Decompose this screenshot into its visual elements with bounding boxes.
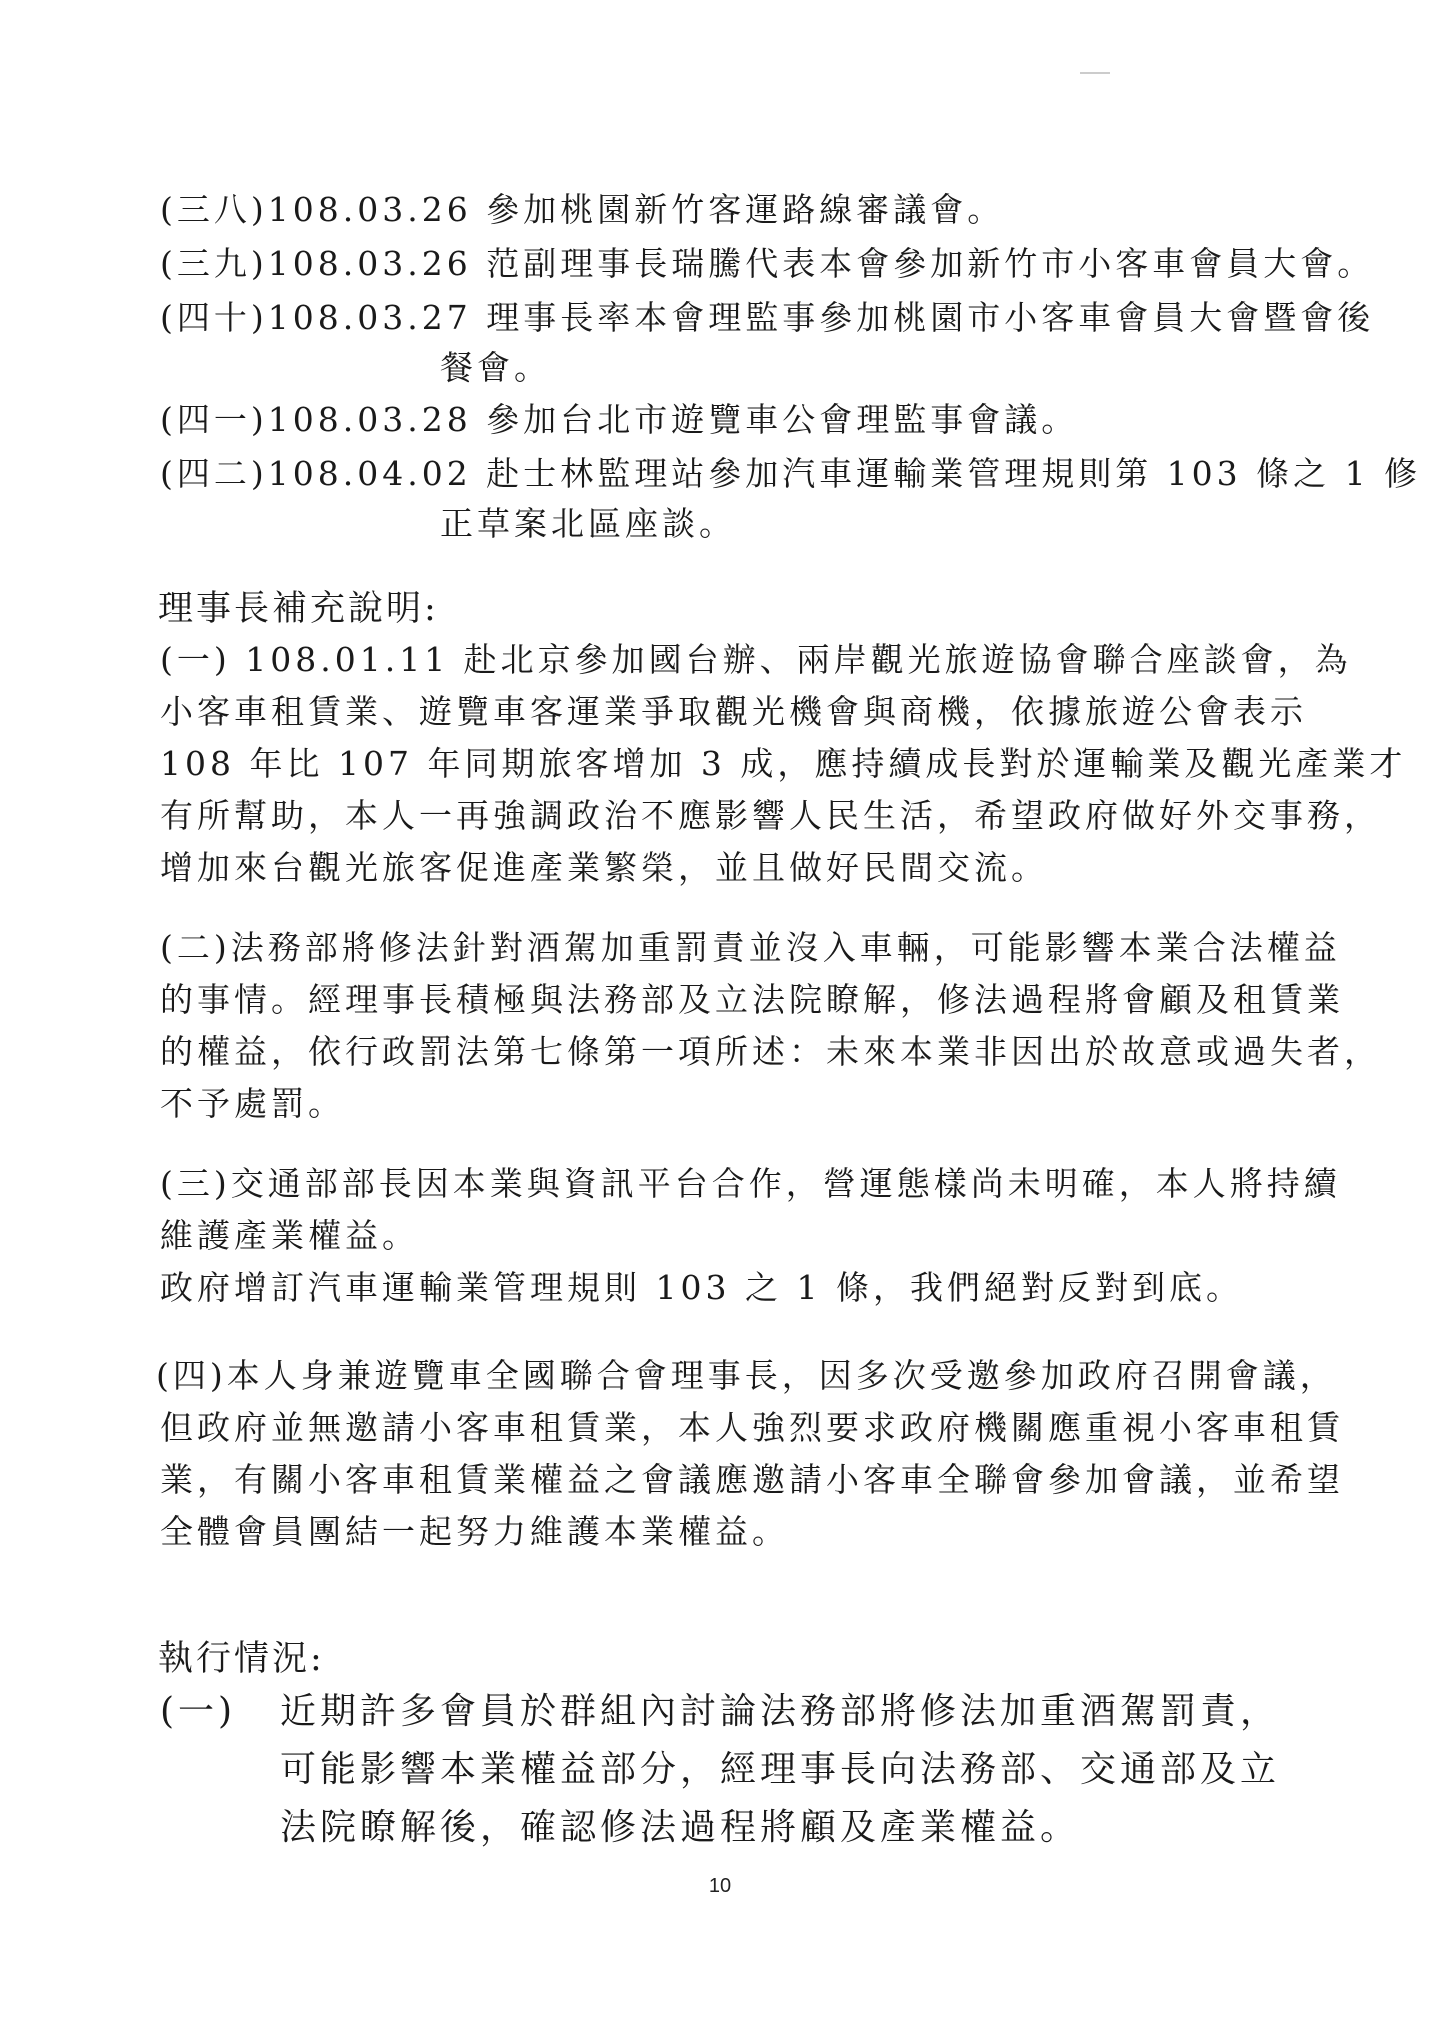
supplement-item-4-line-3: 業，有關小客車租賃業權益之會議應邀請小客車全聯會參加會議，並希望 — [160, 1460, 1344, 1499]
meeting-entry-40-cont: 餐會。 — [440, 348, 551, 387]
supplement-item-3-line-1: (三)交通部部長因本業與資訊平台合作，營運態樣尚未明確，本人將持續 — [160, 1164, 1341, 1203]
meeting-entry-38: (三八)108.03.26 參加桃園新竹客運路線審議會。 — [160, 190, 1005, 229]
supplement-item-1-line-3: 108 年比 107 年同期旅客增加 3 成，應持續成長對於運輸業及觀光產業才 — [160, 744, 1407, 783]
execution-item-1-label: (一) — [160, 1691, 237, 1732]
execution-heading: 執行情況: — [158, 1639, 325, 1679]
supplement-item-1-line-5: 增加來台觀光旅客促進產業繁榮，並且做好民間交流。 — [160, 848, 1048, 887]
execution-item-1-line-2: 可能影響本業權益部分，經理事長向法務部、交通部及立 — [280, 1749, 1281, 1790]
supplement-item-2-line-2: 的事情。經理事長積極與法務部及立法院瞭解，修法過程將會顧及租賃業 — [160, 980, 1344, 1019]
supplement-item-4-line-2: 但政府並無邀請小客車租賃業，本人強烈要求政府機關應重視小客車租賃 — [160, 1408, 1344, 1447]
scan-artifact — [1080, 72, 1110, 74]
supplement-heading: 理事長補充說明: — [158, 589, 439, 629]
meeting-entry-39: (三九)108.03.26 范副理事長瑞騰代表本會參加新竹市小客車會員大會。 — [160, 244, 1375, 283]
meeting-entry-41: (四一)108.03.28 參加台北市遊覽車公會理監事會議。 — [160, 400, 1079, 439]
meeting-entry-42-cont: 正草案北區座談。 — [440, 504, 736, 543]
supplement-item-4-line-4: 全體會員團結一起努力維護本業權益。 — [160, 1512, 789, 1551]
execution-item-1-line-3: 法院瞭解後，確認修法過程將顧及產業權益。 — [280, 1807, 1081, 1848]
supplement-item-1-line-4: 有所幫助，本人一再強調政治不應影響人民生活，希望政府做好外交事務， — [160, 796, 1381, 835]
meeting-entry-40: (四十)108.03.27 理事長率本會理監事參加桃園市小客車會員大會暨會後 — [160, 298, 1375, 337]
supplement-item-2-line-1: (二)法務部將修法針對酒駕加重罰責並沒入車輛，可能影響本業合法權益 — [160, 928, 1341, 967]
execution-item-1-line-1: 近期許多會員於群組內討論法務部將修法加重酒駕罰責， — [280, 1691, 1281, 1732]
supplement-item-2-line-3: 的權益，依行政罰法第七條第一項所述：未來本業非因出於故意或過失者， — [160, 1032, 1381, 1071]
supplement-item-3-line-2: 維護產業權益。 — [160, 1216, 419, 1255]
supplement-item-3-line-3: 政府增訂汽車運輸業管理規則 103 之 1 條，我們絕對反對到底。 — [160, 1268, 1243, 1307]
supplement-item-1-line-1: (一) 108.01.11 赴北京參加國台辦、兩岸觀光旅遊協會聯合座談會，為 — [160, 640, 1352, 679]
meeting-entry-42: (四二)108.04.02 赴士林監理站參加汽車運輸業管理規則第 103 條之 1 修 — [160, 454, 1422, 493]
supplement-item-2-line-4: 不予處罰。 — [160, 1084, 345, 1123]
page-number: 10 — [708, 1875, 732, 1897]
supplement-item-4-line-1: (四)本人身兼遊覽車全國聯合會理事長，因多次受邀參加政府召開會議， — [156, 1356, 1337, 1395]
supplement-item-1-line-2: 小客車租賃業、遊覽車客運業爭取觀光機會與商機，依據旅遊公會表示 — [160, 692, 1307, 731]
